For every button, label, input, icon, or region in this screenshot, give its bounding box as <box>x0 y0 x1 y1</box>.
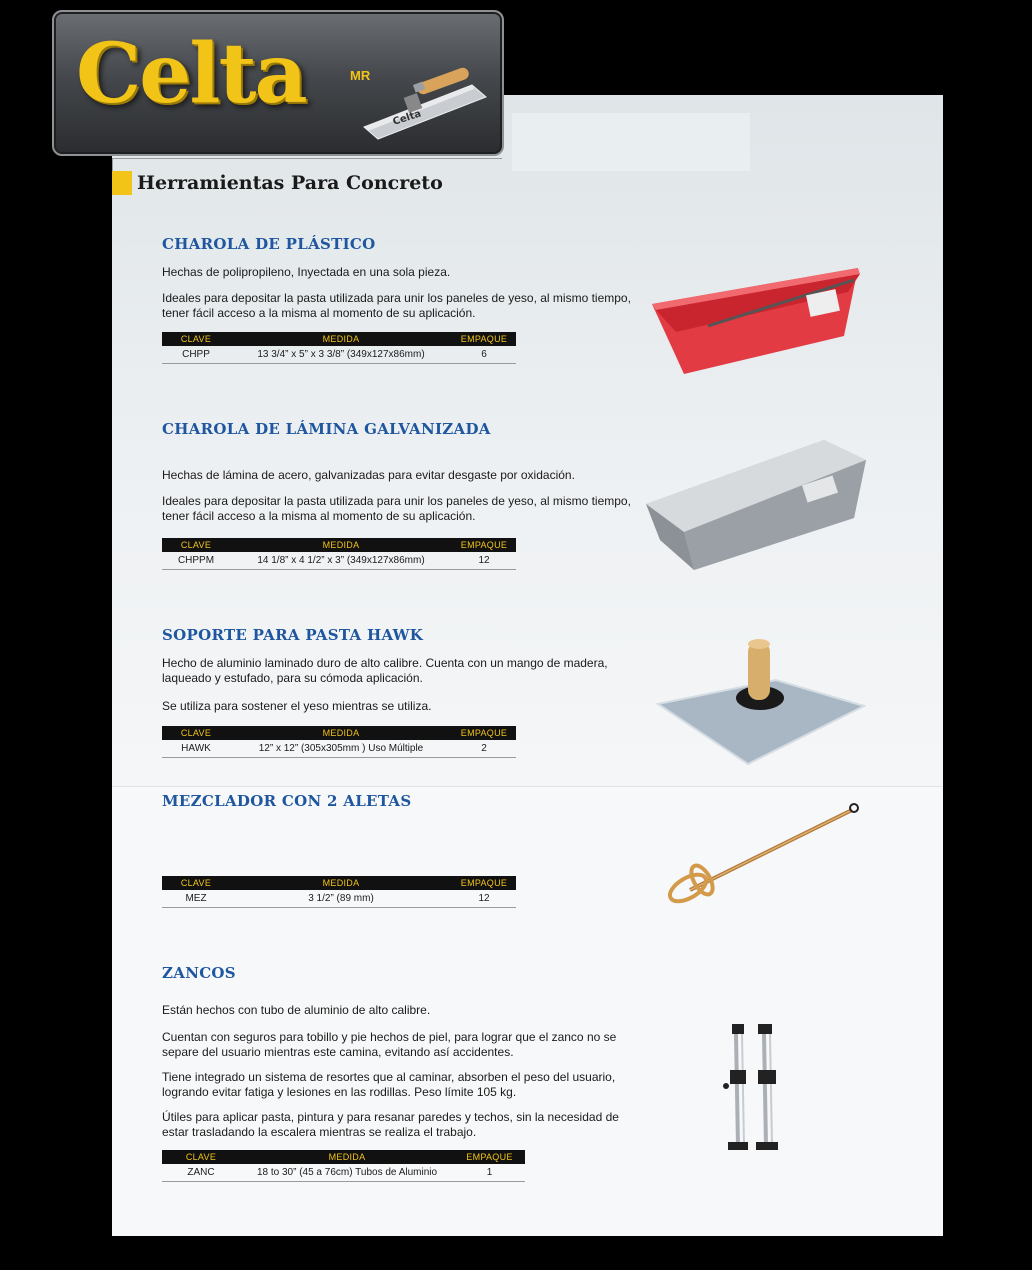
brand-registered-mark: MR <box>350 68 371 83</box>
cell-clave: CHPP <box>162 346 230 364</box>
mixer-image <box>660 800 864 924</box>
product-description: Cuentan con seguros para tobillo y pie hechos de piel, para lograr que el zanco no se separe del usuario mientras este camina, evitando así accidentes. <box>162 1030 617 1059</box>
product-description: Están hechos con tubo de aluminio de alto calibre. <box>162 1003 431 1017</box>
col-header-medida: MEDIDA <box>230 332 452 346</box>
product-title: CHAROLA DE LÁMINA GALVANIZADA <box>162 420 491 438</box>
product-description: Útiles para aplicar pasta, pintura y para resanar paredes y techos, sin la necesidad de estar trasladando la escalera mientras se realiza el trabajo. <box>162 1110 619 1139</box>
col-header-empaque: EMPAQUE <box>452 538 516 552</box>
galvanized-tray-image <box>644 436 870 574</box>
col-header-clave: CLAVE <box>162 726 230 740</box>
product-title: ZANCOS <box>162 964 236 982</box>
col-header-medida: MEDIDA <box>230 876 452 890</box>
table-row <box>162 346 516 364</box>
col-header-clave: CLAVE <box>162 876 230 890</box>
cell-clave: MEZ <box>162 890 230 908</box>
cell-medida: 3 1/2” (89 mm) <box>230 890 452 908</box>
brand-wordmark: Celta <box>76 26 306 122</box>
table-row <box>162 890 516 908</box>
svg-text:Celta: Celta <box>391 108 423 128</box>
col-header-clave: CLAVE <box>162 538 230 552</box>
cell-medida: 12” x 12” (305x305mm ) Uso Múltiple <box>230 740 452 758</box>
col-header-empaque: EMPAQUE <box>452 876 516 890</box>
cell-clave: HAWK <box>162 740 230 758</box>
trowel-icon <box>354 67 494 147</box>
product-description: Se utiliza para sostener el yeso mientras se utiliza. <box>162 699 432 713</box>
cell-medida: 13 3/4” x 5” x 3 3/8” (349x127x86mm) <box>230 346 452 364</box>
col-header-empaque: EMPAQUE <box>454 1150 525 1164</box>
product-description: Ideales para depositar la pasta utilizada para unir los paneles de yeso, al mismo tiempo, tener fácil acceso a la misma al momento de su aplicación. <box>162 291 631 320</box>
table-row <box>162 552 516 570</box>
section-marker <box>112 171 132 195</box>
col-header-empaque: EMPAQUE <box>452 726 516 740</box>
product-description: Hechas de lámina de acero, galvanizadas para evitar desgaste por oxidación. <box>162 468 575 482</box>
product-description: Hecho de aluminio laminado duro de alto calibre. Cuenta con un mango de madera, laqueado y estufado, para su cómoda aplicación. <box>162 656 608 685</box>
section-title: Herramientas Para Concreto <box>137 172 443 194</box>
product-description: Ideales para depositar la pasta utilizada para unir los paneles de yeso, al mismo tiempo, tener fácil acceso a la misma al momento de su aplicación. <box>162 494 631 523</box>
col-header-clave: CLAVE <box>162 332 230 346</box>
cell-empaque: 2 <box>452 740 516 758</box>
product-title: SOPORTE PARA PASTA HAWK <box>162 626 424 644</box>
col-header-medida: MEDIDA <box>230 726 452 740</box>
product-title: CHAROLA DE PLÁSTICO <box>162 235 376 253</box>
bottom-strip <box>0 1236 112 1270</box>
table-row <box>162 1164 525 1182</box>
section-header <box>112 171 443 195</box>
cell-clave: ZANC <box>162 1164 240 1182</box>
cell-medida: 14 1/8” x 4 1/2” x 3” (349x127x86mm) <box>230 552 452 570</box>
cell-empaque: 12 <box>452 552 516 570</box>
brand-logo <box>52 10 504 156</box>
cell-empaque: 12 <box>452 890 516 908</box>
cell-empaque: 1 <box>454 1164 525 1182</box>
header-rule <box>112 158 502 159</box>
col-header-medida: MEDIDA <box>240 1150 454 1164</box>
col-header-medida: MEDIDA <box>230 538 452 552</box>
plastic-tray-image <box>648 248 868 380</box>
col-header-clave: CLAVE <box>162 1150 240 1164</box>
spec-table <box>162 332 516 364</box>
header-blank-box <box>512 113 750 171</box>
product-description: Hechas de polipropileno, Inyectada en una sola pieza. <box>162 265 451 279</box>
table-row <box>162 740 516 758</box>
spec-table <box>162 538 516 570</box>
spec-table <box>162 876 516 908</box>
col-header-empaque: EMPAQUE <box>452 332 516 346</box>
product-title: MEZCLADOR CON 2 ALETAS <box>162 792 412 810</box>
spec-table <box>162 1150 525 1182</box>
cell-clave: CHPPM <box>162 552 230 570</box>
stilts-image <box>718 1018 788 1154</box>
hawk-image <box>656 636 866 766</box>
cell-empaque: 6 <box>452 346 516 364</box>
cell-medida: 18 to 30” (45 a 76cm) Tubos de Aluminio <box>240 1164 454 1182</box>
product-description: Tiene integrado un sistema de resortes que al caminar, absorben el peso del usuario, logrando evitar fatiga y lesiones en las rodillas. Peso límite 105 kg. <box>162 1070 616 1099</box>
spec-table <box>162 726 516 758</box>
